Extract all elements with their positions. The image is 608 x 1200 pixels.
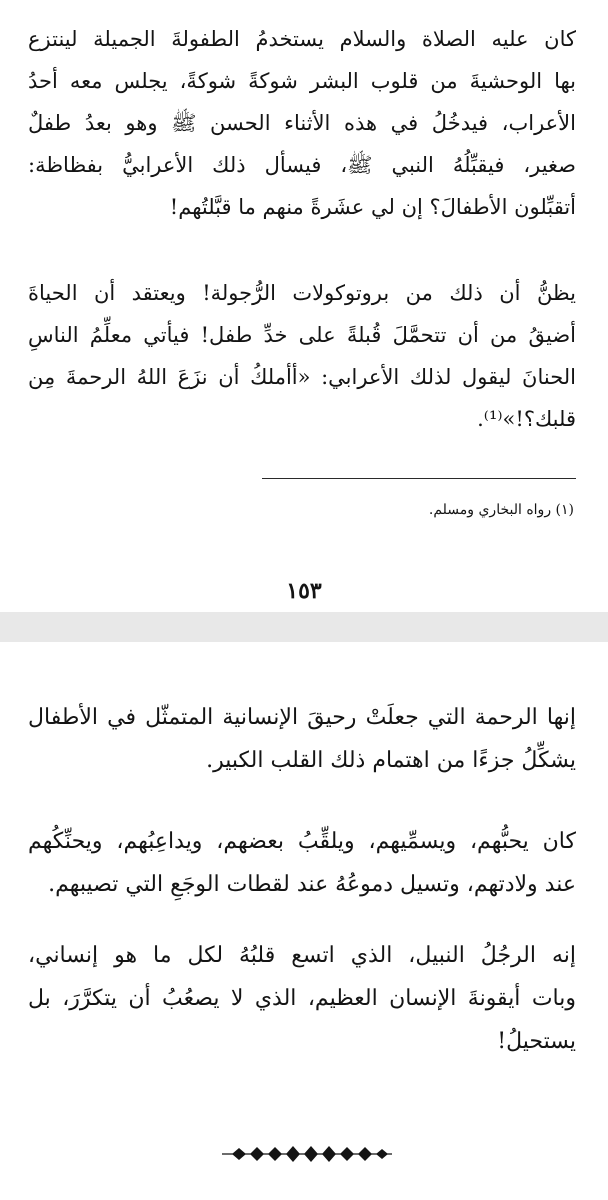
text-line: كان عليه الصلاة والسلام يستخدمُ الطفولةَ الجميلة لينتزع [28, 27, 576, 51]
page2-paragraph-3 [28, 934, 576, 1063]
text-line: يستحيلُ! [497, 1029, 576, 1054]
text-line: عند ولادتهم، وتسيل دموعُهُ عند لقطات الوجَعِ التي تصيبهم. [48, 872, 576, 897]
page1-paragraph-2 [28, 272, 576, 440]
text-line: صغير، فيقبِّلُهُ النبي ﷺ، فيسأل ذلك الأعرابيُّ بفظاظة: [28, 153, 576, 177]
text-line: يشكِّلُ جزءًا من اهتمام ذلك القلب الكبير. [206, 748, 576, 773]
page-number: ١٥٣ [286, 578, 322, 604]
text-line: إنها الرحمة التي جعلَتْ رحيقَ الإنسانية المتمثّل في الأطفال [28, 705, 576, 730]
text-line: بها الوحشيةَ من قلوب البشر شوكةً شوكةً، يجلس معه أحدُ [28, 69, 576, 93]
diamond-chain-ornament-icon [222, 1142, 392, 1166]
footnote-divider [262, 478, 576, 479]
page2-paragraph-1 [28, 696, 576, 782]
page-separator [0, 612, 608, 642]
text-line: كان يحبُّهم، ويسمِّيهم، ويلقِّبُ بعضهم، ويداعِبُهم، ويحنِّكُهم [28, 829, 576, 854]
text-line: وبات أيقونةَ الإنسان العظيم، الذي لا يصعُبُ أن يتكرَّرَ، بل [28, 986, 576, 1011]
text-line: قلبك؟!»⁽¹⁾. [477, 407, 576, 431]
book-page-154 [0, 642, 608, 1200]
text-line: إنه الرجُلُ النبيل، الذي اتسع قلبُهُ لكل ما هو إنساني، [28, 943, 576, 968]
page1-paragraph-1 [28, 18, 576, 228]
text-line: يظنُّ أن ذلك من بروتوكولات الرُّجولة! ويعتقد أن الحياةَ [28, 281, 576, 305]
text-line: الأعراب، فيدخُلُ في هذه الأثناء الحسن ﷺ وهو بعدُ طفلٌ [28, 111, 576, 135]
text-line: أضيقُ من أن تتحمَّلَ قُبلةً على خدِّ طفل! فيأتي معلِّمُ الناسِ [28, 323, 576, 347]
footnote: (١) رواه البخاري ومسلم. [428, 502, 574, 518]
text-line: أتقبِّلون الأطفالَ؟ إن لي عشَرةً منهم ما قبَّلتُهم! [169, 195, 576, 219]
page2-paragraph-2 [28, 820, 576, 906]
text-line: الحنانَ ليقول لذلك الأعرابي: «أأملكُ أن نزَعَ اللهُ الرحمةَ مِن [28, 365, 576, 389]
